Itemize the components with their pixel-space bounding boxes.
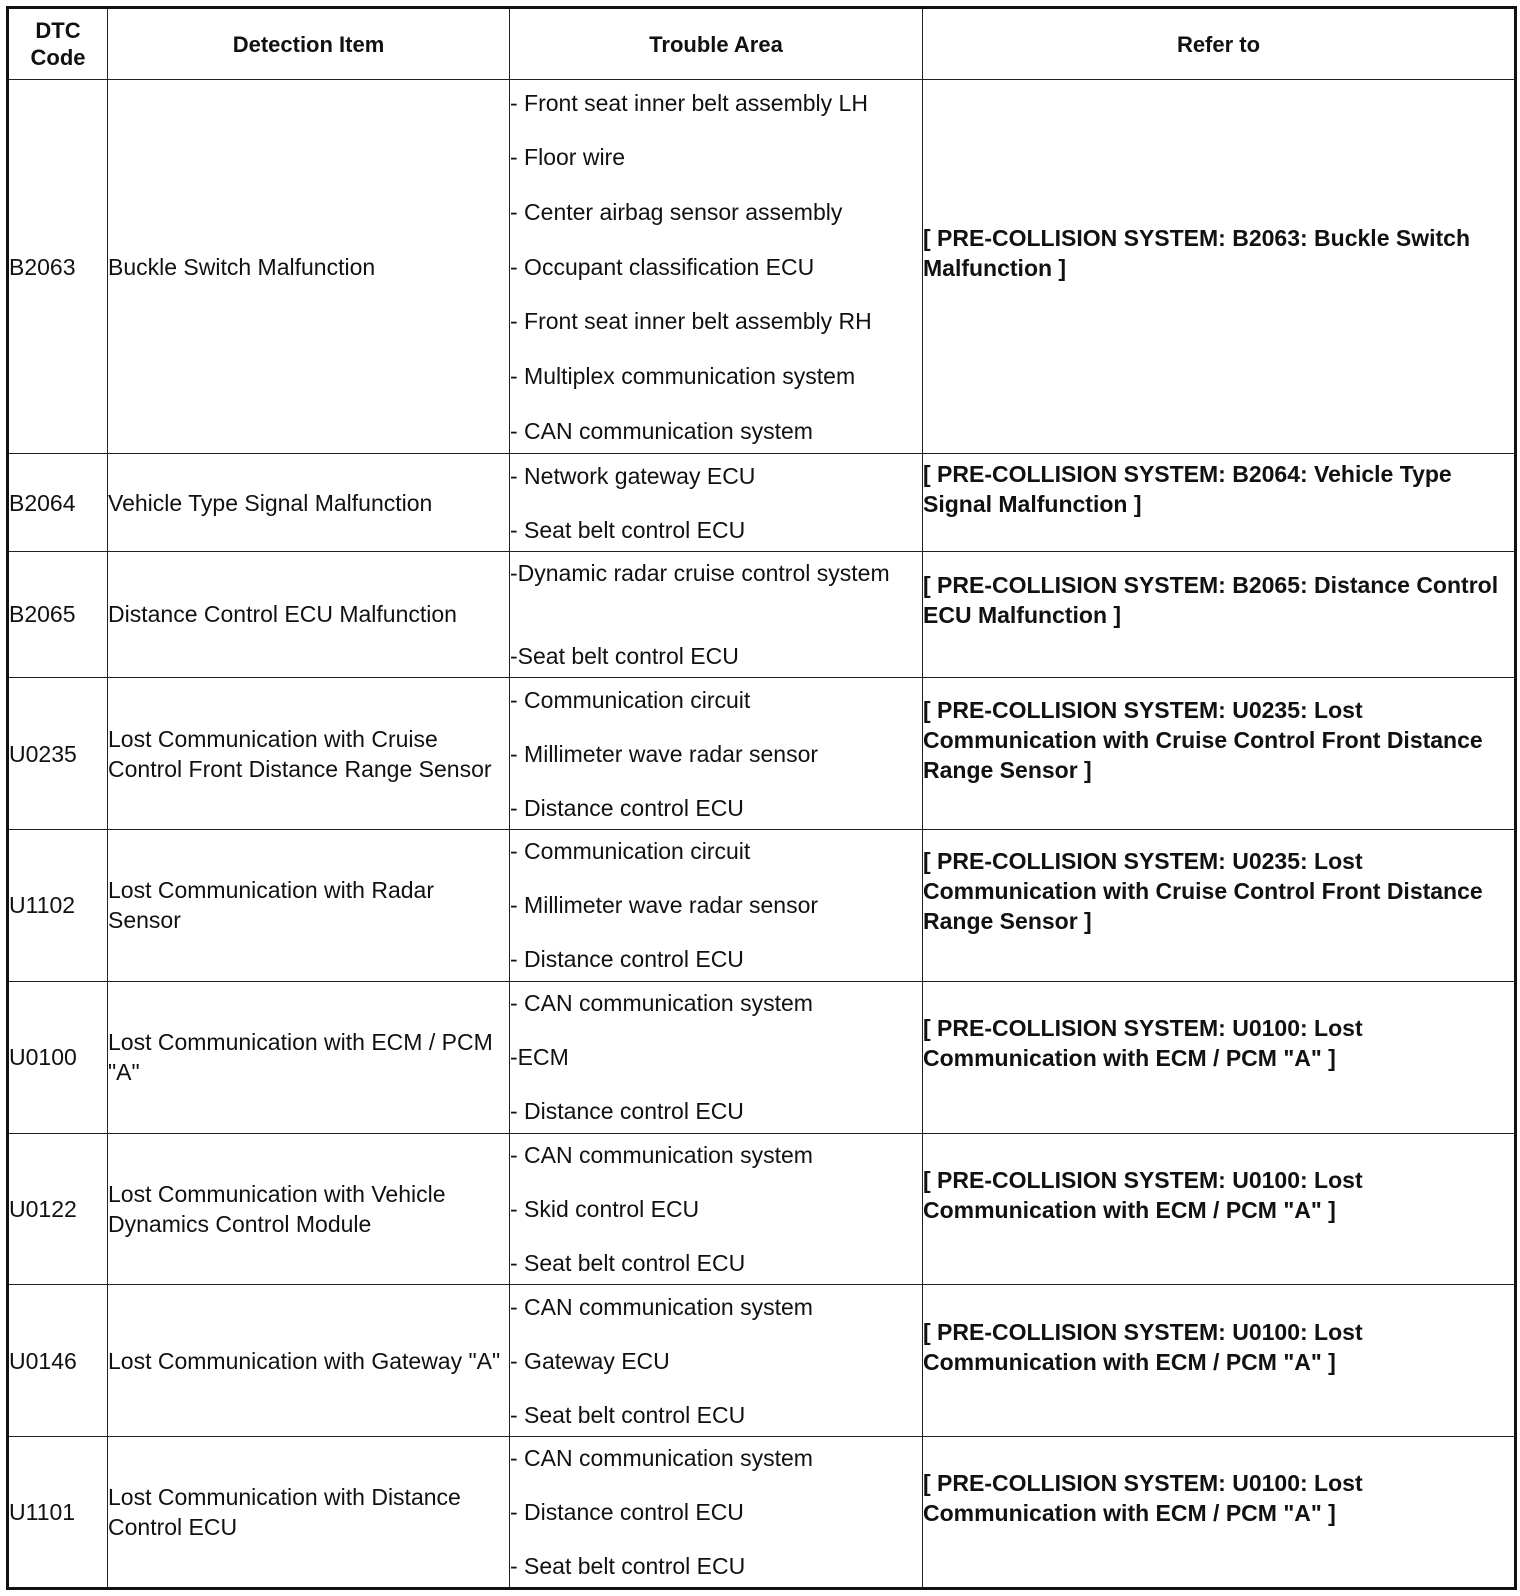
refer-to-link[interactable]: [ PRE-COLLISION SYSTEM: U0235: Lost Communication with Cruise Control Front Distance Range Sensor ] [923,696,1483,783]
detection-item: Lost Communication with Gateway "A" [108,1347,501,1374]
refer-to-cell [923,981,1516,1133]
detection-item-cell [108,80,510,454]
detection-item-cell [108,551,510,678]
trouble-area-item: - Millimeter wave radar sensor [510,892,819,919]
trouble-area-cell [510,80,923,454]
header-detection-item: Detection Item [108,8,510,80]
trouble-area-list [510,558,922,671]
trouble-area-item: - Seat belt control ECU [510,1401,746,1428]
header-refer-to: Refer to [923,8,1516,80]
trouble-area-item: - Distance control ECU [510,1098,744,1125]
trouble-area-item: - Floor wire [510,144,626,171]
dtc-code-cell [8,551,108,678]
table-row [8,678,1516,830]
trouble-area-item: -ECM [510,1044,569,1071]
trouble-area-cell [510,981,923,1133]
refer-to-cell [923,1437,1516,1589]
trouble-area-item: - Front seat inner belt assembly RH [510,308,872,335]
trouble-area-list [510,685,922,823]
refer-to-cell [923,551,1516,678]
detection-item-cell [108,678,510,830]
trouble-area-cell [510,678,923,830]
trouble-area-item: - CAN communication system [510,1445,813,1472]
trouble-area-item: - Millimeter wave radar sensor [510,740,819,767]
trouble-area-item: - Communication circuit [510,838,751,865]
detection-item-cell [108,454,510,551]
detection-item-cell [108,829,510,981]
refer-to-cell [923,1133,1516,1285]
dtc-code-cell [8,1133,108,1285]
refer-to-cell [923,678,1516,830]
trouble-area-cell [510,454,923,551]
dtc-code-cell [8,829,108,981]
trouble-area-item: - Seat belt control ECU [510,1553,746,1580]
detection-item: Lost Communication with Radar Sensor [108,877,434,934]
trouble-area-item: - Front seat inner belt assembly LH [510,89,868,116]
refer-to-link[interactable]: [ PRE-COLLISION SYSTEM: U0235: Lost Communication with Cruise Control Front Distance Range Sensor ] [923,848,1483,935]
trouble-area-list [510,1292,922,1430]
table-body [8,80,1516,1589]
detection-item: Vehicle Type Signal Malfunction [108,489,433,516]
refer-to-link[interactable]: [ PRE-COLLISION SYSTEM: U0100: Lost Communication with ECM / PCM "A" ] [923,1015,1363,1072]
detection-item: Lost Communication with Vehicle Dynamics Control Module [108,1180,446,1237]
dtc-table [6,6,1517,1590]
table-row [8,829,1516,981]
detection-item: Lost Communication with Distance Control ECU [108,1484,461,1541]
trouble-area-list [510,461,922,545]
trouble-area-item: - Seat belt control ECU [510,1249,746,1276]
refer-to-link[interactable]: [ PRE-COLLISION SYSTEM: U0100: Lost Communication with ECM / PCM "A" ] [923,1470,1363,1527]
refer-to-link[interactable]: [ PRE-COLLISION SYSTEM: B2065: Distance Control ECU Malfunction ] [923,572,1499,629]
table-row [8,1437,1516,1589]
trouble-area-item: - Distance control ECU [510,1499,744,1526]
trouble-area-item: - Multiplex communication system [510,363,856,389]
trouble-area-item: - CAN communication system [510,990,813,1017]
dtc-code-cell [8,1285,108,1437]
trouble-area-item: - CAN communication system [510,417,813,444]
header-dtc-code-line2: Code [30,45,86,70]
trouble-area-cell [510,551,923,678]
header-row [8,8,1516,80]
header-dtc-code [8,8,108,80]
refer-to-cell [923,80,1516,454]
dtc-code: U1101 [9,1499,76,1526]
refer-to-cell [923,454,1516,551]
dtc-code-cell [8,1437,108,1589]
trouble-area-item: - Occupant classification ECU [510,253,815,280]
refer-to-cell [923,1285,1516,1437]
dtc-code: U0146 [9,1347,77,1374]
detection-item-cell [108,1437,510,1589]
table-row [8,1285,1516,1437]
trouble-area-cell [510,1437,923,1589]
trouble-area-cell [510,829,923,981]
dtc-code-cell [8,678,108,830]
table-row [8,454,1516,551]
trouble-area-cell [510,1285,923,1437]
trouble-area-item: - Seat belt control ECU [510,516,746,543]
dtc-code: U1102 [9,892,76,919]
trouble-area-item: - Communication circuit [510,686,751,713]
detection-item-cell [108,981,510,1133]
dtc-code-cell [8,981,108,1133]
header-dtc-code-line1: DTC [35,18,81,43]
table-row [8,551,1516,678]
detection-item: Lost Communication with ECM / PCM "A" [108,1029,493,1086]
refer-to-link[interactable]: [ PRE-COLLISION SYSTEM: B2064: Vehicle Type Signal Malfunction ] [923,460,1452,517]
trouble-area-item: - Network gateway ECU [510,462,756,489]
table-row [8,981,1516,1133]
detection-item: Buckle Switch Malfunction [108,253,376,280]
trouble-area-item: - Distance control ECU [510,794,744,821]
header-trouble-area: Trouble Area [510,8,923,80]
dtc-code: U0235 [9,740,77,767]
trouble-area-item: - CAN communication system [510,1293,813,1320]
trouble-area-item: - Center airbag sensor assembly [510,199,843,226]
trouble-area-item: - Distance control ECU [510,946,744,973]
table-row [8,80,1516,454]
detection-item: Distance Control ECU Malfunction [108,601,457,628]
dtc-code-cell [8,80,108,454]
detection-item-cell [108,1133,510,1285]
trouble-area-item: - Skid control ECU [510,1195,700,1222]
dtc-code: U0100 [9,1044,77,1071]
refer-to-cell [923,829,1516,981]
dtc-code: B2065 [9,601,76,628]
dtc-code: U0122 [9,1195,77,1222]
trouble-area-list [510,1140,922,1278]
dtc-code: B2064 [9,489,76,516]
dtc-code: B2063 [9,253,76,280]
trouble-area-item: - Gateway ECU [510,1347,670,1374]
trouble-area-item: -Seat belt control ECU [510,642,739,669]
table-row [8,1133,1516,1285]
dtc-code-cell [8,454,108,551]
trouble-area-list [510,88,922,446]
detection-item-cell [108,1285,510,1437]
refer-to-link[interactable]: [ PRE-COLLISION SYSTEM: B2063: Buckle Switch Malfunction ] [923,224,1470,281]
trouble-area-cell [510,1133,923,1285]
refer-to-link[interactable]: [ PRE-COLLISION SYSTEM: U0100: Lost Communication with ECM / PCM "A" ] [923,1318,1363,1375]
trouble-area-list [510,836,922,974]
trouble-area-item: - CAN communication system [510,1141,813,1168]
trouble-area-list [510,1443,922,1581]
detection-item: Lost Communication with Cruise Control Front Distance Range Sensor [108,725,492,782]
trouble-area-item: -Dynamic radar cruise control system [510,559,890,586]
refer-to-link[interactable]: [ PRE-COLLISION SYSTEM: U0100: Lost Communication with ECM / PCM "A" ] [923,1166,1363,1223]
trouble-area-list [510,988,922,1126]
